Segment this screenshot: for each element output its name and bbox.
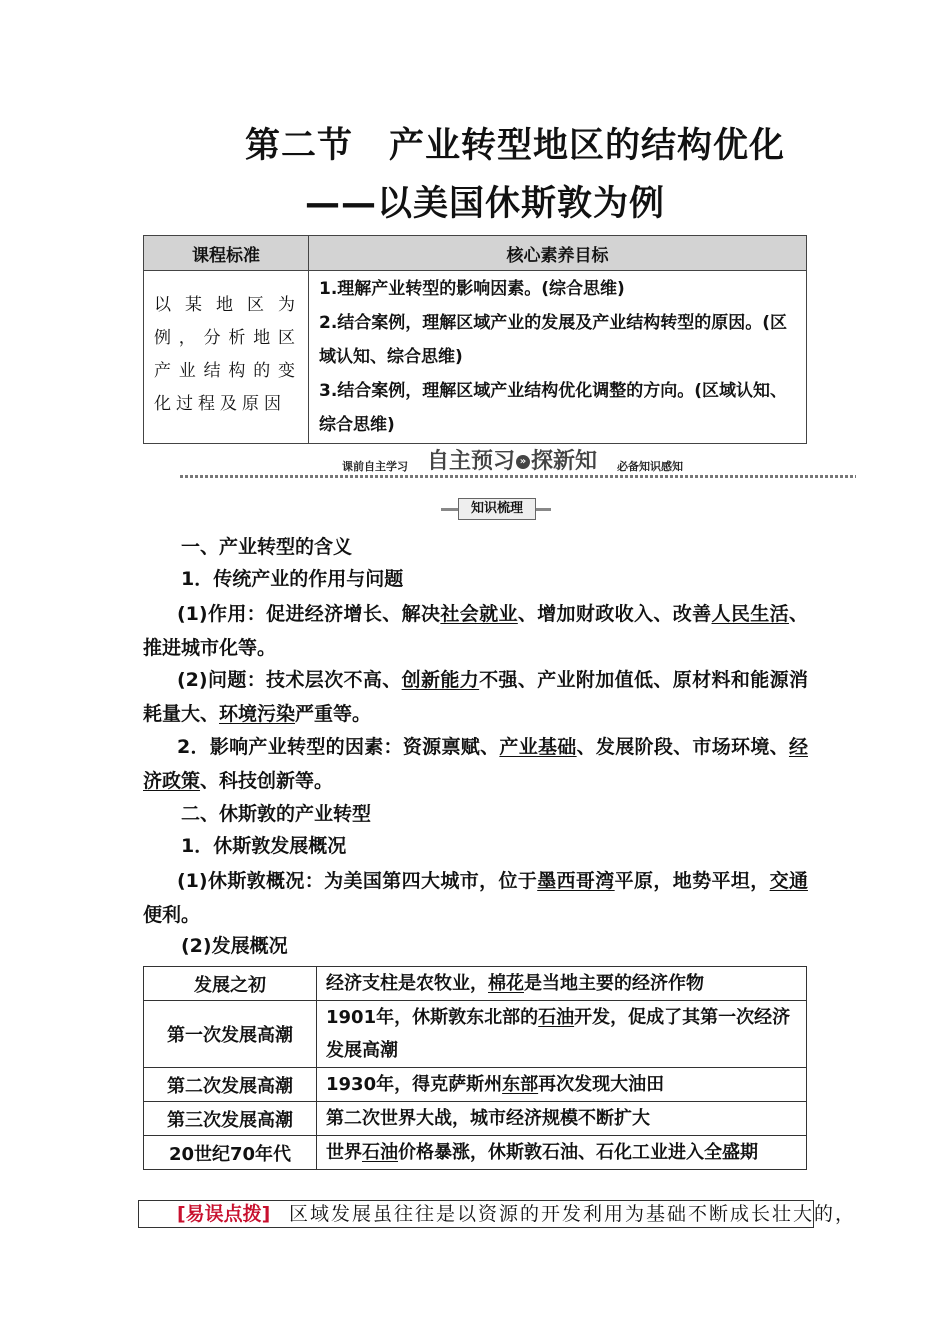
paragraph-overview: (1)休斯敦概况：为美国第四大城市，位于墨西哥湾平原，地势平坦，交通便利。 — [143, 870, 808, 926]
section-banner — [180, 446, 856, 480]
blank-answer: 产业基础 — [499, 736, 577, 758]
paragraph-problems: (2)问题：技术层次不高、创新能力不强、产业附加值低、原材料和能源消耗量大、环境污染严重等。 — [143, 669, 808, 725]
blank-answer: 人民生活 — [711, 603, 789, 625]
table-row: 20世纪70年代 世界石油价格暴涨，休斯敦石油、石化工业进入全盛期 — [144, 1136, 807, 1170]
heading-1-1: 1．传统产业的作用与问题 — [181, 568, 404, 590]
knowledge-tag — [441, 498, 551, 520]
banner-dotted-line — [180, 475, 856, 478]
page-title: 第二节 产业转型地区的结构优化 — [244, 126, 785, 166]
banner-title-b: 探新知 — [531, 449, 598, 474]
heading-2: 二、休斯敦的产业转型 — [181, 803, 372, 825]
goal-item: 1.理解产业转型的影响因素。(综合思维) — [319, 279, 625, 299]
tip-label: [易误点拨] — [177, 1203, 271, 1225]
banner-right-caption: 必备知识感知 — [617, 460, 683, 473]
arrow-icon: » — [516, 455, 530, 469]
core-goals-cell — [309, 271, 807, 444]
page-subtitle: ——以美国休斯敦为例 — [304, 184, 665, 224]
blank-answer: 交通 — [769, 870, 808, 892]
header-core-goals: 核心素养目标 — [309, 236, 807, 271]
banner-title — [427, 444, 597, 475]
table-row: 第三次发展高潮 第二次世界大战，城市经济规模不断扩大 — [144, 1102, 807, 1136]
paragraph-factors: 2．影响产业转型的因素：资源禀赋、产业基础、发展阶段、市场环境、经济政策、科技创新等。 — [143, 736, 808, 792]
heading-1: 一、产业转型的含义 — [181, 536, 353, 558]
table-row: 第二次发展高潮 1930年，得克萨斯州东部再次发现大油田 — [144, 1068, 807, 1102]
banner-left-caption: 课前自主学习 — [342, 460, 408, 473]
blank-answer: 社会就业 — [440, 603, 518, 625]
table-row: 发展之初 经济支柱是农牧业，棉花是当地主要的经济作物 — [144, 967, 807, 1001]
tip-text: 区域发展虽往往是以资源的开发利用为基础不断成长壮大的， — [289, 1203, 857, 1225]
heading-2-1: 1．休斯敦发展概况 — [181, 835, 347, 857]
blank-answer: 环境污染 — [219, 703, 296, 725]
paragraph-role: (1)作用：促进经济增长、解决社会就业、增加财政收入、改善人民生活、推进城市化等。 — [143, 603, 808, 659]
development-table — [143, 966, 807, 1170]
banner-title-a: 自主预习 — [427, 449, 516, 474]
tag-label: 知识梳理 — [458, 498, 536, 520]
heading-2-2: (2)发展概况 — [181, 935, 288, 957]
standards-table — [143, 235, 807, 444]
table-row: 第一次发展高潮 1901年，休斯敦东北部的石油开发，促成了其第一次经济发展高潮 — [144, 1001, 807, 1068]
blank-answer: 经济政策 — [143, 736, 808, 792]
tip-box — [138, 1200, 857, 1228]
header-course-standard: 课程标准 — [144, 236, 309, 271]
blank-answer: 创新能力 — [401, 669, 480, 691]
course-standard-text: 以某地区为例，分析地区产业结构的变化过程及原因 — [144, 271, 309, 444]
blank-answer: 墨西哥湾 — [537, 870, 615, 892]
goal-item: 3.结合案例，理解区域产业结构优化调整的方向。(区域认知、综合思维) — [319, 381, 788, 435]
goal-item: 2.结合案例，理解区域产业的发展及产业结构转型的原因。(区域认知、综合思维) — [319, 313, 788, 367]
